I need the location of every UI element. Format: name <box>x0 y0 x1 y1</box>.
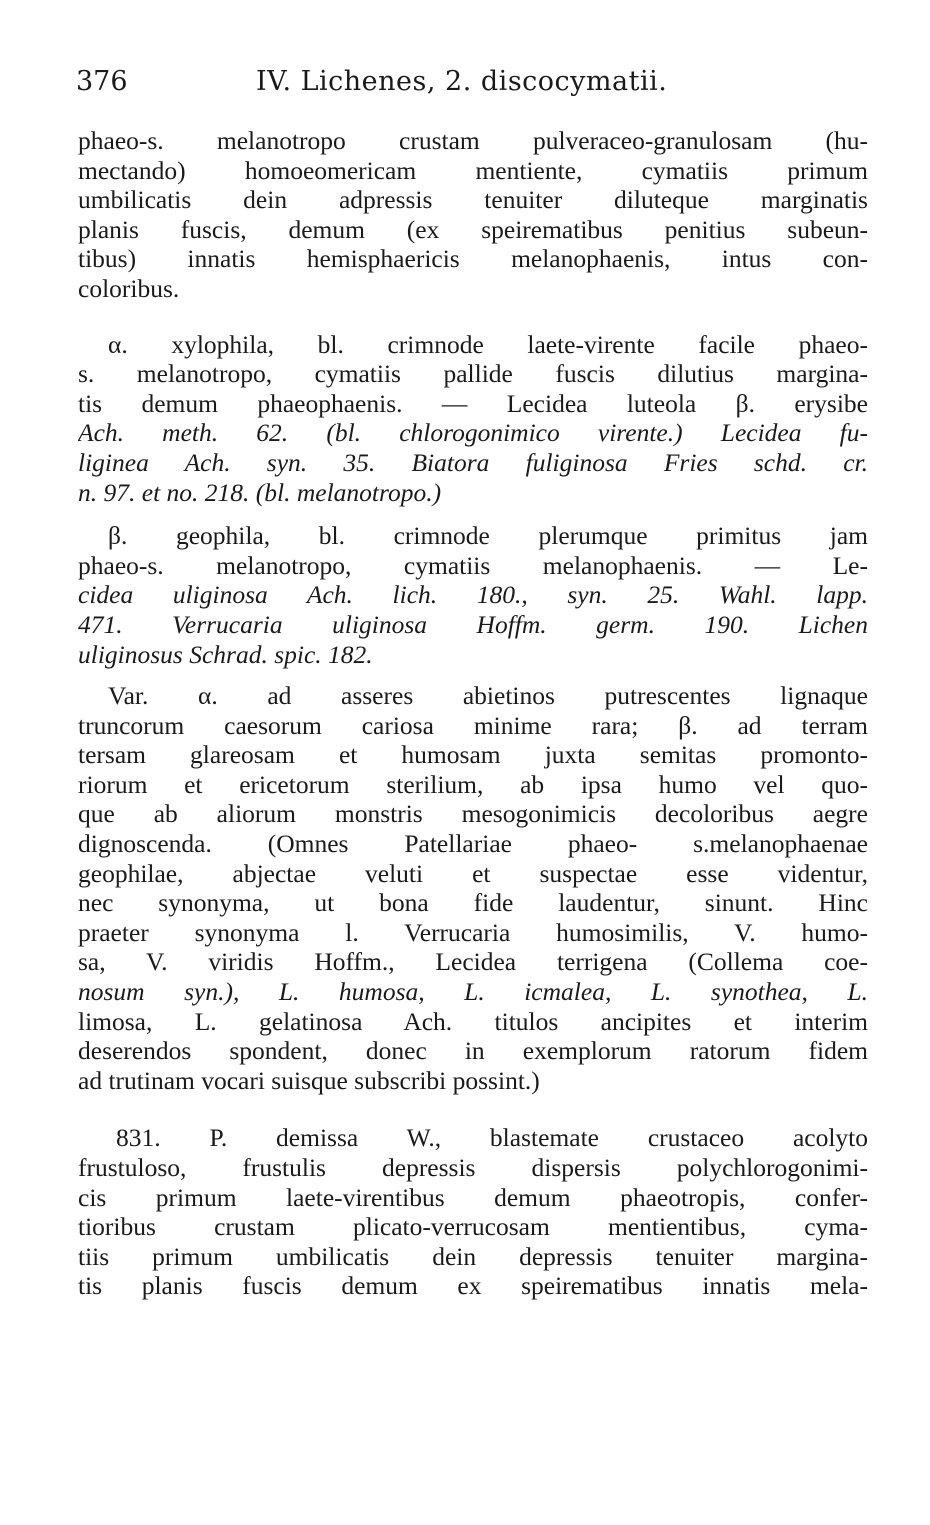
text-line: tis demum phaeophaenis. — Lecidea luteola β. erysibe <box>78 388 868 418</box>
text-line: tibus) innatis hemisphaericis melanophaenis, intus con- <box>78 244 868 274</box>
text-line: Ach. meth. 62. (bl. chlorogonimico virente.) Lecidea fu- <box>78 418 868 448</box>
text-line: α. xylophila, bl. crimnode laete-virente facile phaeo- <box>108 329 868 359</box>
paragraph-variety-beta <box>78 521 868 669</box>
text-line: deserendos spondent, donec in exemplorum ratorum fidem <box>78 1036 868 1066</box>
text-line: n. 97. et no. 218. (bl. melanotropo.) <box>78 477 442 507</box>
text-line: cidea uliginosa Ach. lich. 180., syn. 25. Wahl. lapp. <box>78 580 868 610</box>
text-line: β. geophila, bl. crimnode plerumque primitus jam <box>108 521 868 551</box>
text-line: tioribus crustam plicato-verrucosam mentientibus, cyma- <box>78 1212 868 1242</box>
page-header <box>76 62 866 102</box>
running-title: IV. Lichenes, 2. discocymatii. <box>256 66 668 97</box>
text-line: 471. Verrucaria uliginosa Hoffm. germ. 190. Lichen <box>78 609 868 639</box>
text-line: truncorum caesorum cariosa minime rara; β. ad terram <box>78 710 868 740</box>
text-line: nosum syn.), L. humosa, L. icmalea, L. synothea, L. <box>78 977 868 1007</box>
paragraph-variety-alpha <box>78 330 868 508</box>
text-line: liginea Ach. syn. 35. Biatora fuliginosa Fries schd. cr. <box>78 447 868 477</box>
text-line: riorum et ericetorum sterilium, ab ipsa humo vel quo- <box>78 769 868 799</box>
text-line: frustuloso, frustulis depressis dispersis polychlorogonimi- <box>78 1153 868 1182</box>
text-line: uliginosus Schrad. spic. 182. <box>78 639 373 669</box>
paragraph-description <box>78 126 868 304</box>
text-line: mectando) homoeomericam mentiente, cymatiis primum <box>78 155 868 185</box>
text-line: s. melanotropo, cymatiis pallide fuscis dilutius margina- <box>78 359 868 389</box>
text-line: sa, V. viridis Hoffm., Lecidea terrigena (Collema coe- <box>78 947 868 977</box>
text-line: cis primum laete-virentibus demum phaeotropis, confer- <box>78 1182 868 1212</box>
text-line: praeter synonyma l. Verrucaria humosimilis, V. humo- <box>78 917 868 947</box>
text-line: dignoscenda. (Omnes Patellariae phaeo- s.melanophaenae <box>78 829 868 859</box>
text-line: que ab aliorum monstris mesogonimicis decoloribus aegre <box>78 799 868 829</box>
paragraph-varieties-habitat <box>78 681 868 1095</box>
page-body <box>78 126 868 1301</box>
text-line: tis planis fuscis demum ex speirematibus innatis mela- <box>78 1271 868 1301</box>
text-line: tiis primum umbilicatis dein depressis tenuiter margina- <box>78 1241 868 1271</box>
text-line: phaeo-s. melanotropo crustam pulveraceo-granulosam (hu- <box>78 126 868 155</box>
text-line: planis fuscis, demum (ex speirematibus penitius subeun- <box>78 214 868 244</box>
text-line: geophilae, abjectae veluti et suspectae esse videntur, <box>78 858 868 888</box>
text-line: tersam glareosam et humosam juxta semitas promonto- <box>78 740 868 770</box>
text-line: coloribus. <box>78 273 180 303</box>
text-line: phaeo-s. melanotropo, cymatiis melanophaenis. — Le- <box>78 550 868 580</box>
text-line: ad trutinam vocari suisque subscribi possint.) <box>78 1065 540 1095</box>
page-number: 376 <box>76 66 128 97</box>
text-line: limosa, L. gelatinosa Ach. titulos ancipites et interim <box>78 1006 868 1036</box>
text-line: Var. α. ad asseres abietinos putrescentes lignaque <box>108 681 868 711</box>
paragraph-entry-831 <box>78 1123 868 1301</box>
text-line: umbilicatis dein adpressis tenuiter diluteque marginatis <box>78 185 868 215</box>
text-line: 831. P. demissa W., blastemate crustaceo acolyto <box>116 1123 868 1153</box>
text-line: nec synonyma, ut bona fide laudentur, sinunt. Hinc <box>78 888 868 918</box>
